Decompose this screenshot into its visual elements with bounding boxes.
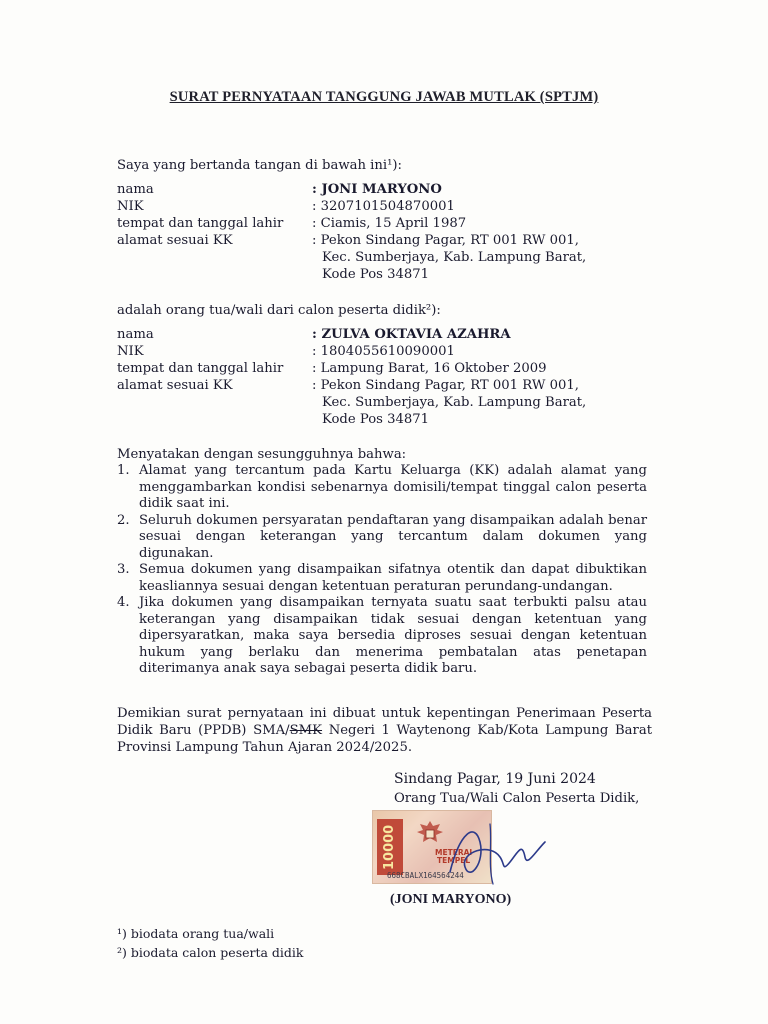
stamp-label-line-2: TEMPEL — [437, 856, 471, 865]
closing-text-2: Negeri 1 Waytenong Kab/Kota Lampung Barat Provinsi Lampung Tahun Ajaran 2024/2025. — [117, 723, 652, 755]
parent-birth: : Ciamis, 15 April 1987 — [312, 216, 467, 231]
list-text: Semua dokumen yang disampaikan sifatnya otentik dan dapat dibuktikan keasliannya sesuai dengan ketentuan peraturan perundang-undangan. — [139, 562, 647, 594]
child-biodata — [117, 326, 657, 428]
child-nik-row — [117, 343, 657, 360]
parent-name: : JONI MARYONO — [312, 182, 442, 197]
signer-name: (JONI MARYONO) — [390, 892, 512, 907]
child-name-row — [117, 326, 657, 343]
label-ttl: tempat dan tanggal lahir — [117, 361, 284, 376]
parent-nik-row — [117, 198, 657, 215]
list-text: Seluruh dokumen persyaratan pendaftaran yang disampaikan adalah benar sesuai dengan keterangan yang tercantum dalam dokumen yang digunakan. — [139, 512, 647, 561]
parent-nik: : 3207101504870001 — [312, 199, 455, 214]
parent-name-row — [117, 181, 657, 198]
parent-address-row — [117, 232, 657, 283]
struck-text: SMK — [289, 723, 323, 738]
closing-paragraph — [117, 705, 652, 756]
place-date: Sindang Pagar, 19 Juni 2024 — [394, 771, 596, 787]
list-text: Jika dokumen yang disampaikan ternyata suatu saat terbukti palsu atau keterangan yang disampaikan tidak sesuai dengan ketentuan yang dipersyaratkan, maka saya bersedia diproses sesuai dengan ketentuan hukum yang berlaku dan menerima pembatalan atas penetapan diterimanya anak saya sebagai peserta didik baru. — [139, 595, 647, 676]
label-nama: nama — [117, 182, 154, 197]
statement-list — [117, 463, 647, 678]
child-name: : ZULVA OKTAVIA AZAHRA — [312, 327, 511, 342]
child-address-line-3: Kode Pos 34871 — [322, 412, 430, 427]
footnote-1: ¹) biodata orang tua/wali — [117, 926, 275, 941]
label-nik: NIK — [117, 344, 144, 359]
parent-address — [312, 232, 657, 283]
stamp-serial: 668CBALX164564244 — [387, 871, 464, 880]
label-alamat: alamat sesuai KK — [117, 378, 233, 393]
label-nik: NIK — [117, 199, 144, 214]
list-item — [117, 562, 647, 595]
child-address-line-1: : Pekon Sindang Pagar, RT 001 RW 001, — [312, 378, 579, 393]
child-birth: : Lampung Barat, 16 Oktober 2009 — [312, 361, 547, 376]
child-address-row — [117, 377, 657, 428]
footnote-2: ²) biodata calon peserta didik — [117, 945, 304, 960]
closing-text-1: Demikian surat pernyataan ini dibuat untuk kepentingan Penerimaan Peserta Didik Baru (PPDB) SMA/ — [117, 706, 652, 738]
signer-role: Orang Tua/Wali Calon Peserta Didik, — [394, 791, 640, 806]
list-number: 4. — [117, 595, 130, 610]
child-nik: : 1804055610090001 — [312, 344, 455, 359]
stamp-amount: 10000 — [377, 819, 403, 875]
child-address — [312, 377, 657, 428]
parent-birth-row — [117, 215, 657, 232]
label-alamat: alamat sesuai KK — [117, 233, 233, 248]
parent-address-line-2: Kec. Sumberjaya, Kab. Lampung Barat, — [322, 250, 587, 265]
parent-biodata — [117, 181, 657, 283]
child-intro-text: adalah orang tua/wali dari calon peserta didik²): — [117, 303, 441, 318]
list-text: Alamat yang tercantum pada Kartu Keluarga (KK) adalah alamat yang menggambarkan kondisi sebenarnya domisili/tempat tinggal calon peserta didik saat ini. — [139, 463, 647, 511]
document-title: SURAT PERNYATAAN TANGGUNG JAWAB MUTLAK (SPTJM) — [169, 89, 599, 105]
list-item — [117, 463, 647, 513]
list-item — [117, 595, 647, 678]
child-address-line-2: Kec. Sumberjaya, Kab. Lampung Barat, — [322, 395, 587, 410]
parent-address-line-3: Kode Pos 34871 — [322, 267, 430, 282]
parent-address-line-1: : Pekon Sindang Pagar, RT 001 RW 001, — [312, 233, 579, 248]
intro-text: Saya yang bertanda tangan di bawah ini¹): — [117, 158, 402, 173]
child-birth-row — [117, 360, 657, 377]
label-ttl: tempat dan tanggal lahir — [117, 216, 284, 231]
statement-intro: Menyatakan dengan sesungguhnya bahwa: — [117, 447, 407, 462]
stamp-label-line-1: METERAI — [435, 848, 473, 857]
list-number: 2. — [117, 512, 130, 528]
list-item — [117, 513, 647, 563]
label-nama: nama — [117, 327, 154, 342]
list-number: 3. — [117, 562, 130, 577]
list-number: 1. — [117, 463, 130, 478]
handwritten-signature — [430, 812, 560, 892]
